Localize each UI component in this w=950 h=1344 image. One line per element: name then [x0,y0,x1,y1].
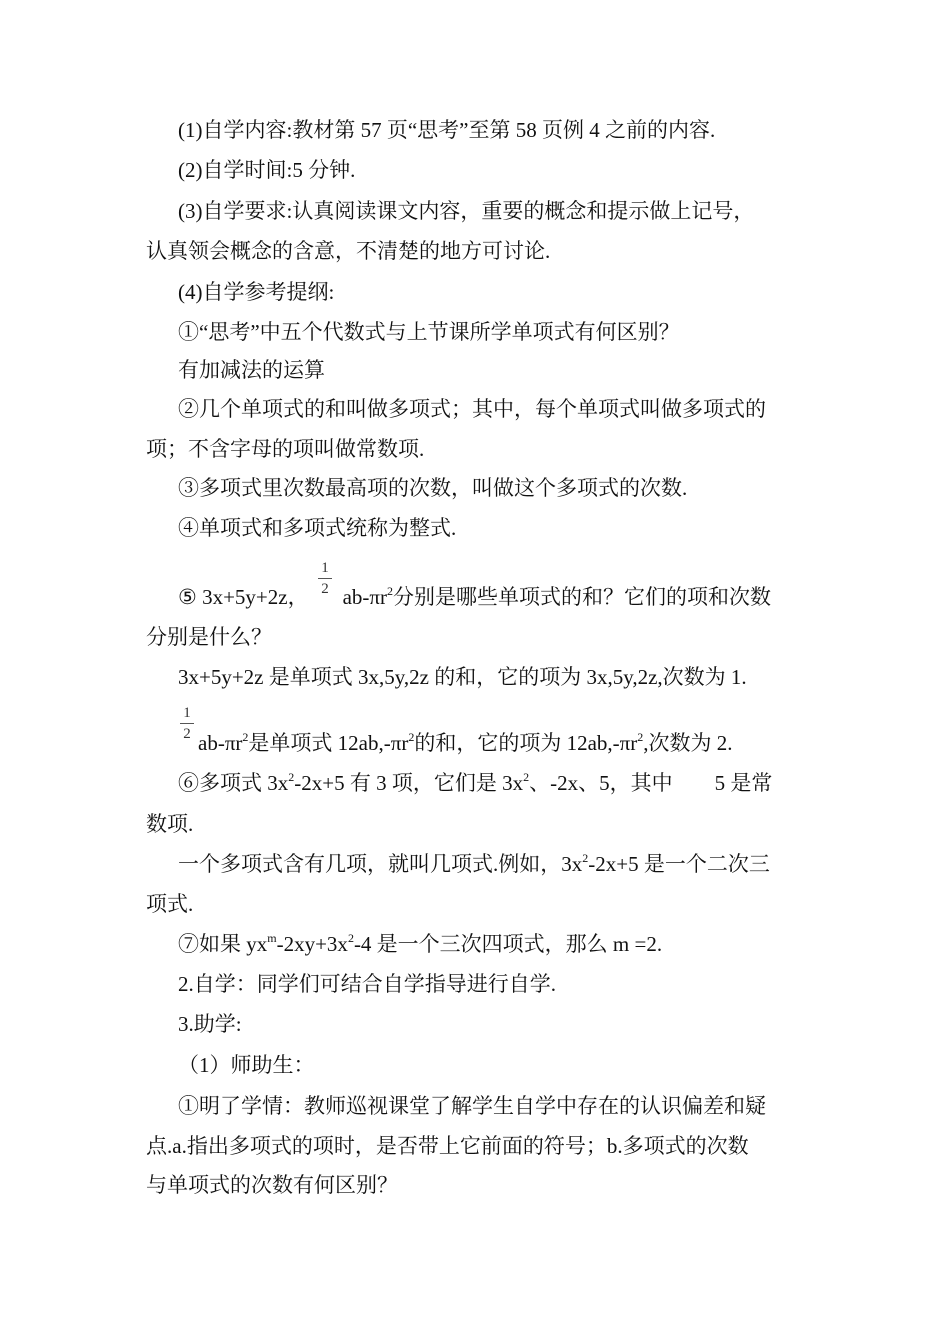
formula-line [178,770,772,796]
text-line: 项；不含字母的项叫做常数项. [146,437,425,461]
text-line: ①明了学情：教师巡视课堂了解学生自学中存在的认识偏差和疑 [178,1094,766,1118]
expression-text: 是单项式 12ab,-πr [248,731,409,755]
text-line: 有加减法的运算 [178,358,325,382]
fraction-one-half [318,560,332,597]
text-line: ①“思考”中五个代数式与上节课所学单项式有何区别？ [178,320,680,344]
text-line: 认真领会概念的含意，不清楚的地方可讨论. [146,239,551,263]
fraction-bar [318,578,332,579]
text-line: ②几个单项式的和叫做多项式；其中，每个单项式叫做多项式的 [178,397,766,421]
text-line: 点.a.指出多项式的项时，是否带上它前面的符号；b.多项式的次数 [146,1134,749,1158]
expression-text: ⑤ 3x+5y+2z， [178,585,309,609]
text-line: 项式. [146,892,194,916]
exponent: m [267,931,277,945]
text-line: (4)自学参考提纲: [178,280,335,304]
text-line: 分别是什么？ [146,625,272,649]
formula-line [178,851,770,877]
text-line: ④单项式和多项式统称为整式. [178,516,457,540]
expression-text: ab-πr [342,585,388,609]
text-line: 与单项式的次数有何区别？ [146,1173,398,1197]
text-line: 3.助学: [178,1012,242,1036]
exponent: 2 [387,584,394,598]
exponent: 2 [288,770,295,784]
expression-text: 分别是哪些单项式的和？它们的项和次数 [393,585,772,609]
expression-text: 的和，它的项为 12ab,-πr [414,731,638,755]
expression-text: -4 是一个三次四项式，那么 m =2. [353,932,663,956]
exponent: 2 [523,770,530,784]
exponent: 2 [408,730,415,744]
fraction-one-half [180,705,194,742]
text-line: 2.自学：同学们可结合自学指导进行自学. [178,972,556,996]
formula-line [178,584,771,610]
formula-line [198,730,733,756]
exponent: 2 [637,730,644,744]
exponent: 2 [242,730,249,744]
fraction-denominator: 2 [183,726,191,742]
text-line: (1)自学内容:教材第 57 页“思考”至第 58 页例 4 之前的内容. [178,118,716,142]
text-line: （1）师助生： [178,1053,315,1077]
fraction-numerator: 1 [183,705,191,721]
text-line: (3)自学要求:认真阅读课文内容，重要的概念和提示做上记号， [178,199,755,223]
expression-text: 、-2x、5，其中 5 是常 [529,771,773,795]
text-line: 数项. [146,812,194,836]
text-line: ③多项式里次数最高项的次数，叫做这个多项式的次数. [178,476,688,500]
expression-text: ,次数为 2. [643,731,733,755]
exponent: 2 [347,931,354,945]
fraction-numerator: 1 [321,560,329,576]
fraction-denominator: 2 [321,581,329,597]
expression-text: -2x+5 有 3 项，它们是 3x [294,771,524,795]
text-line: 3x+5y+2z 是单项式 3x,5y,2z 的和，它的项为 3x,5y,2z,次数为 1. [178,665,747,689]
expression-text: -2x+5 是一个二次三 [588,852,770,876]
expression-text: -2xy+3x [276,932,348,956]
fraction-bar [180,723,194,724]
text-line: (2)自学时间:5 分钟. [178,158,356,182]
expression-text: ab-πr [198,731,243,755]
expression-text: ⑥多项式 3x [178,771,289,795]
expression-text: ⑦如果 yx [178,932,268,956]
exponent: 2 [582,851,589,865]
expression-text: 一个多项式含有几项，就叫几项式.例如，3x [178,852,583,876]
formula-line [178,931,662,957]
